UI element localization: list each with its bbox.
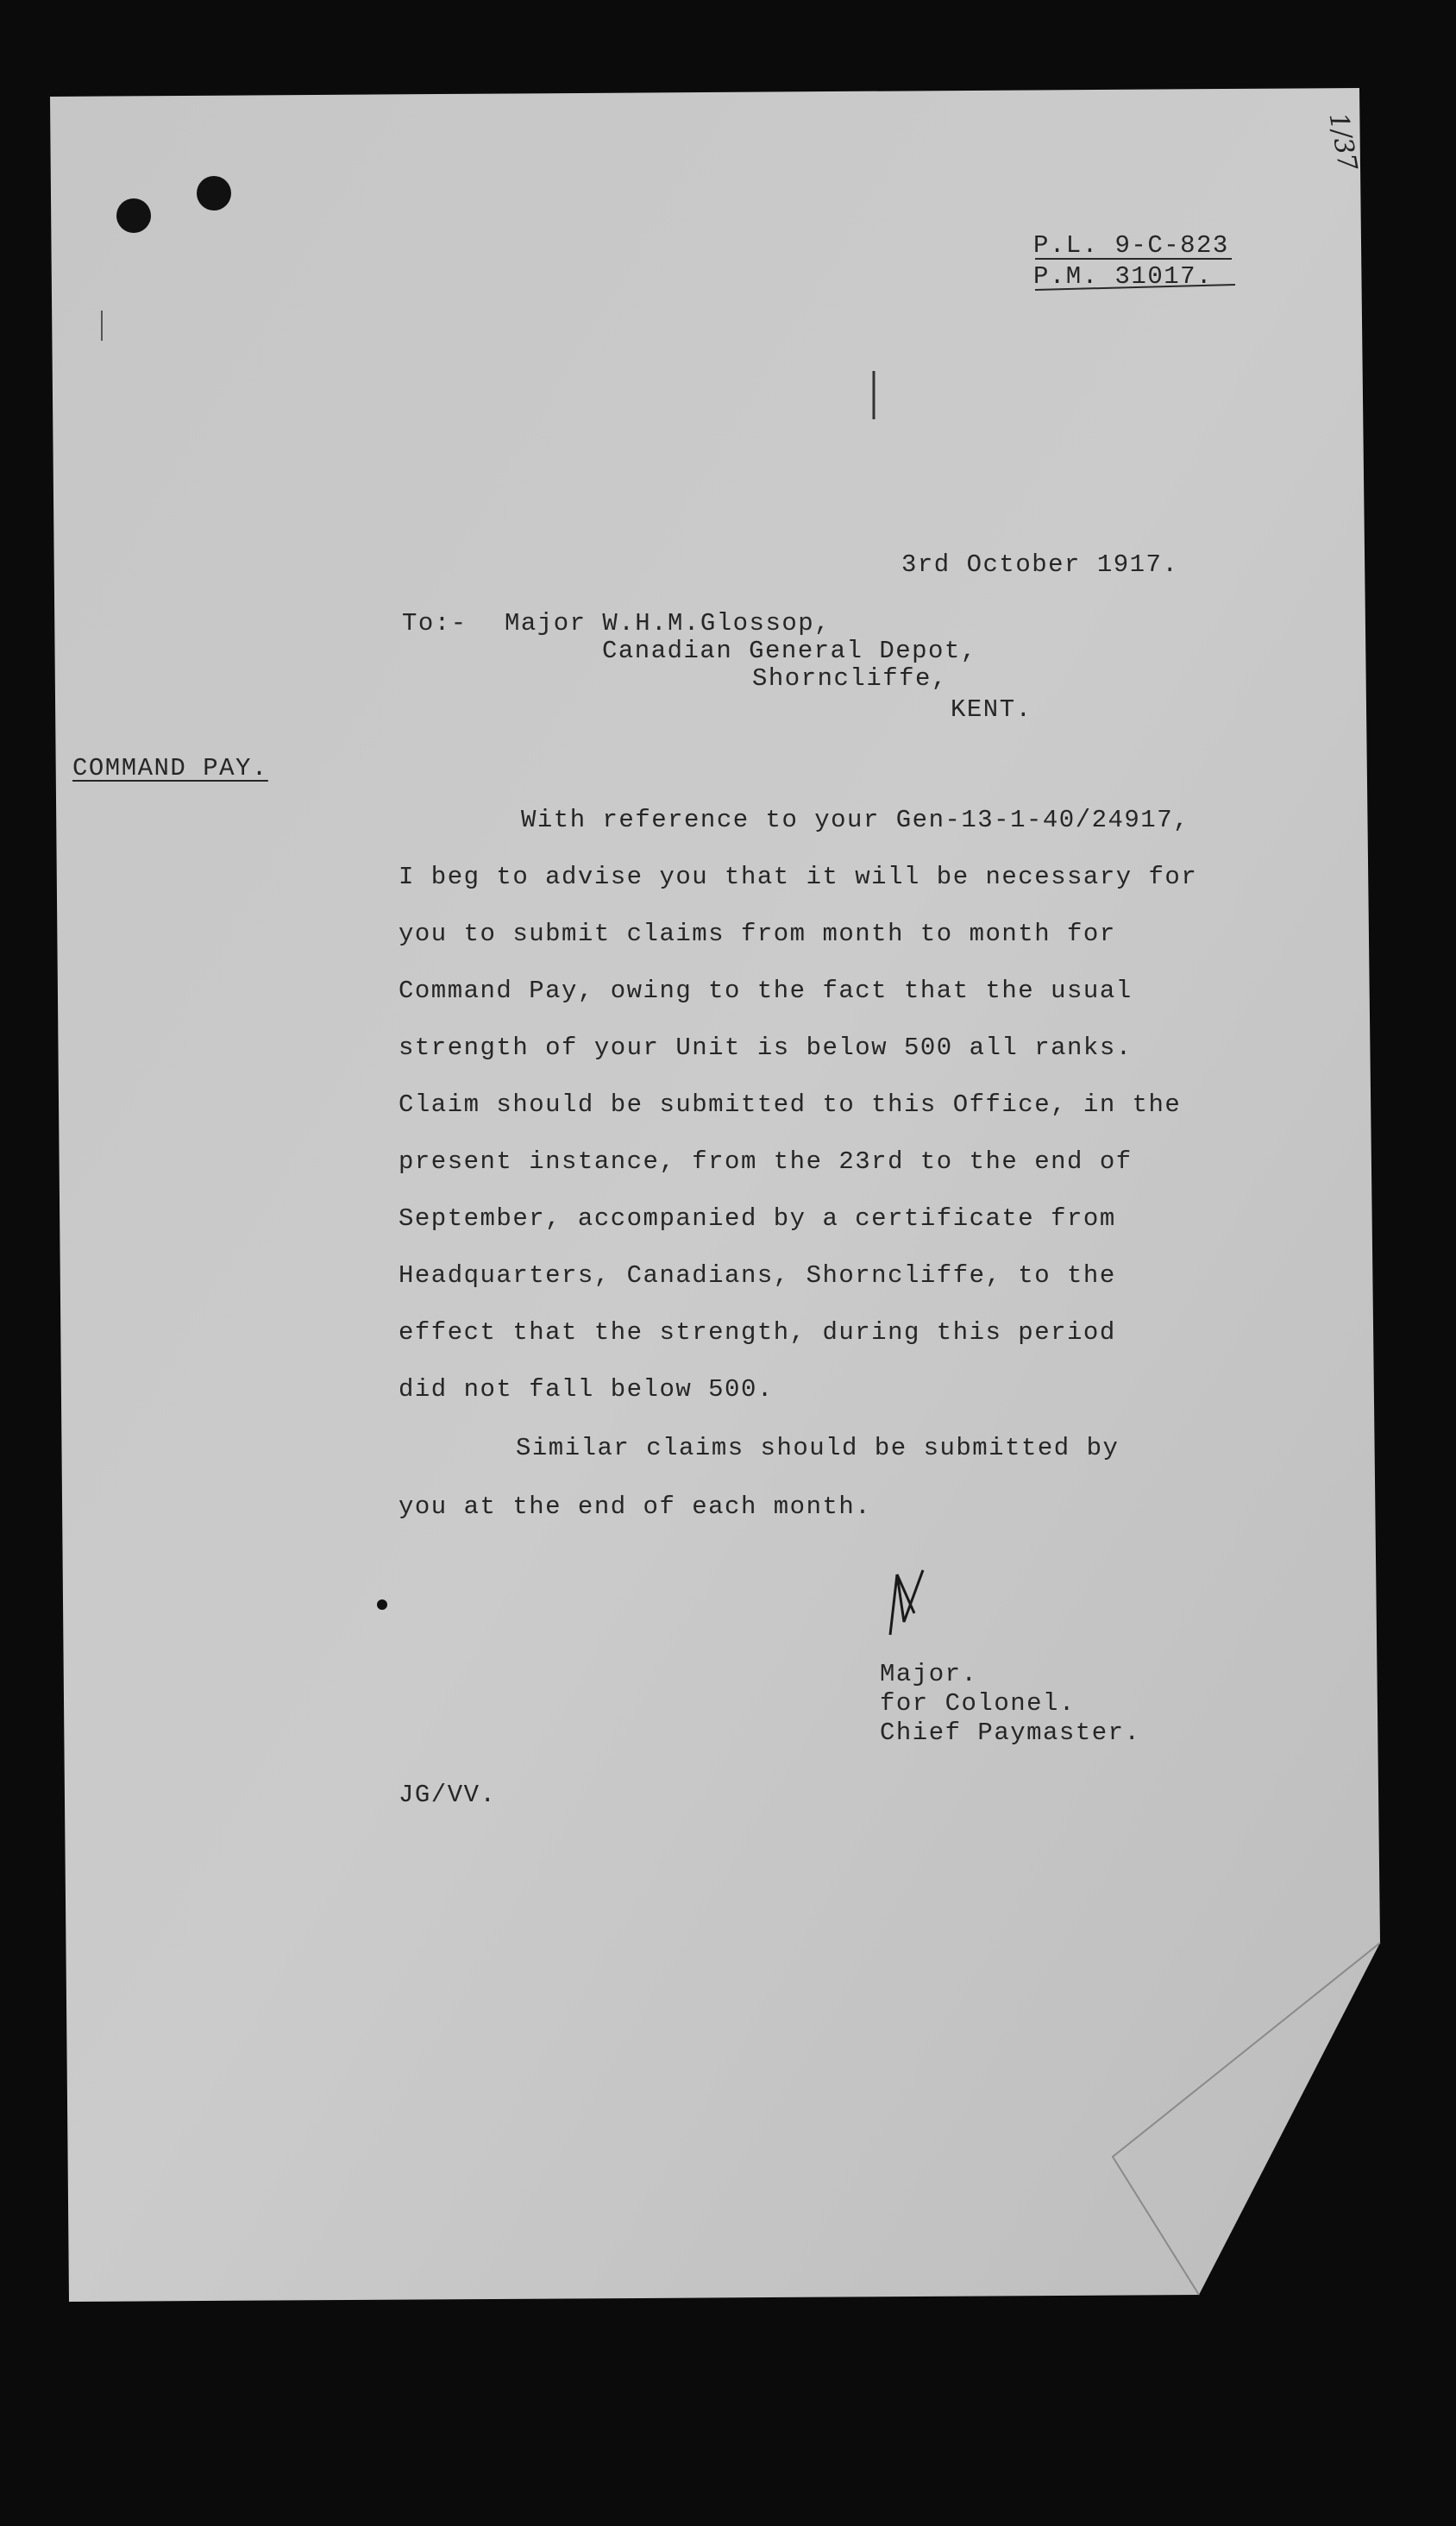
signature-for: for Colonel. bbox=[880, 1689, 1076, 1718]
body-line: I beg to advise you that it will be necessary for bbox=[399, 863, 1198, 891]
body-line: strength of your Unit is below 500 all ranks. bbox=[399, 1034, 1133, 1062]
recipient-prefix: To:- bbox=[402, 609, 468, 638]
body-line: September, accompanied by a certificate from bbox=[399, 1204, 1116, 1233]
recipient-line-2: Canadian General Depot, bbox=[602, 637, 977, 665]
recipient-line-1: Major W.H.M.Glossop, bbox=[505, 609, 832, 638]
punch-hole bbox=[116, 198, 151, 233]
body-line: you to submit claims from month to month for bbox=[399, 920, 1116, 948]
signature-rank: Major. bbox=[880, 1660, 978, 1688]
reference-line-2: P.M. 31017. bbox=[1033, 262, 1213, 291]
body-line: Headquarters, Canadians, Shorncliffe, to the bbox=[399, 1261, 1116, 1290]
body-line: Command Pay, owing to the fact that the usual bbox=[399, 977, 1133, 1005]
stray-dot bbox=[377, 1599, 387, 1610]
reference-line-1: P.L. 9-C-823 bbox=[1033, 231, 1229, 260]
closing-line: Similar claims should be submitted by bbox=[516, 1434, 1120, 1462]
paper-sheet bbox=[50, 88, 1380, 2302]
signature-title: Chief Paymaster. bbox=[880, 1719, 1141, 1747]
subject-heading: COMMAND PAY. bbox=[72, 754, 268, 782]
recipient-line-4: KENT. bbox=[951, 695, 1032, 724]
body-line: present instance, from the 23rd to the end of bbox=[399, 1147, 1133, 1176]
body-line: With reference to your Gen-13-1-40/24917, bbox=[521, 806, 1190, 834]
page-number-annotation: 1/37 bbox=[1322, 110, 1363, 173]
typist-reference: JG/VV. bbox=[399, 1781, 497, 1809]
body-line: did not fall below 500. bbox=[399, 1375, 774, 1404]
closing-line: you at the end of each month. bbox=[399, 1492, 872, 1521]
body-line: Claim should be submitted to this Office, in the bbox=[399, 1090, 1182, 1119]
body-line: effect that the strength, during this period bbox=[399, 1318, 1116, 1347]
letter-date: 3rd October 1917. bbox=[901, 550, 1179, 579]
punch-hole bbox=[197, 176, 231, 210]
recipient-line-3: Shorncliffe, bbox=[752, 664, 948, 693]
